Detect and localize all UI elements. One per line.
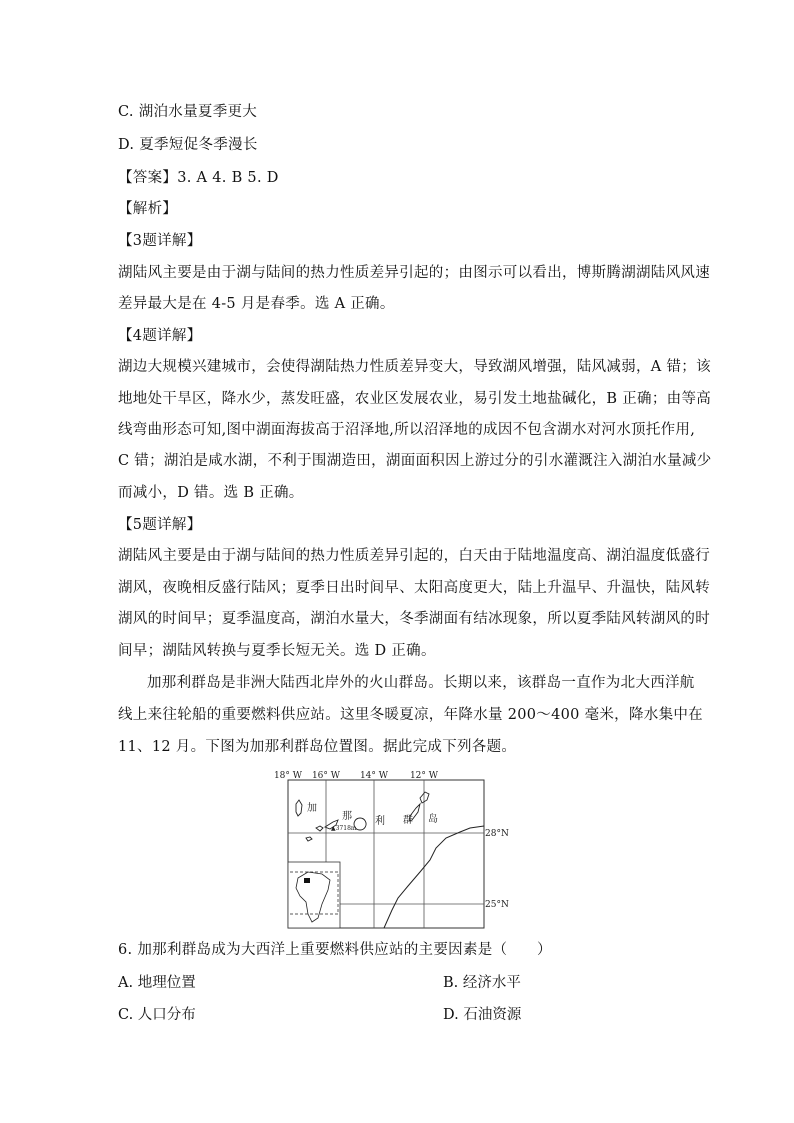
analysis-heading: 【解析】: [118, 201, 178, 217]
intro-line: 11、12 月。下图为加那利群岛位置图。据此完成下列各题。: [118, 739, 517, 755]
q3-heading: 【3题详解】: [118, 233, 202, 249]
intro-line: 线上来往轮船的重要燃料供应站。这里冬暖夏凉，年降水量 200～400 毫米，降水集中在: [118, 707, 703, 723]
coastline: [384, 826, 484, 928]
lat-label: 25°N: [485, 900, 509, 910]
q6-stem: 6. 加那利群岛成为大西洋上重要燃料供应站的主要因素是（ ）: [118, 942, 552, 958]
lat-label: 28°N: [485, 829, 509, 839]
q4-line: C 错；湖泊是咸水湖，不利于围湖造田，湖面面积因上游过分的引水灌溉注入湖泊水量减少: [118, 453, 712, 469]
island-la-gomera: [316, 826, 323, 831]
q4-line: 线弯曲形态可知,图中湖面海拔高于沼泽地,所以沼泽地的成因不包含湖水对河水顶托作用,: [118, 422, 696, 438]
q5-heading: 【5题详解】: [118, 517, 202, 533]
inset-marker: [304, 878, 310, 883]
intro-line: 加那利群岛是非洲大陆西北岸外的火山群岛。长期以来，该群岛一直作为北大西洋航: [147, 675, 695, 691]
q6-option-c[interactable]: C. 人口分布: [118, 1007, 196, 1023]
canary-islands-map: [270, 768, 509, 930]
map-name-char: 群: [403, 815, 413, 826]
lon-label: 12° W: [409, 771, 439, 781]
q6-option-b[interactable]: B. 经济水平: [443, 975, 521, 991]
q6-option-d[interactable]: D. 石油资源: [443, 1007, 522, 1023]
q5-line: 湖风的时间早；夏季温度高，湖泊水量大，冬季湖面有结冰现象，所以夏季陆风转湖风的时: [118, 611, 710, 627]
island-lanzarote: [420, 792, 429, 803]
lon-label: 16° W: [311, 771, 341, 781]
q4-line: 地地处干旱区，降水少，蒸发旺盛，农业区发展农业，易引发土地盐碱化，B 正确；由等高: [118, 391, 712, 407]
map-name-char: 那: [342, 811, 352, 822]
q4-line: 湖边大规模兴建城市，会使得湖陆热力性质差异变大，导致湖风增强，陆风减弱，A 错；该: [118, 359, 711, 375]
island-hierro: [306, 837, 312, 841]
q5-line: 湖陆风主要是由于湖与陆间的热力性质差异引起的，白天由于陆地温度高、湖泊温度低盛行: [118, 548, 710, 564]
prev-option-d: D. 夏季短促冬季漫长: [118, 137, 258, 153]
island-la-palma: [296, 800, 302, 816]
map-name-char: 利: [375, 816, 385, 827]
q5-line: 湖风，夜晚相反盛行陆风；夏季日出时间早、太阳高度更大，陆上升温早、升温快，陆风转: [118, 580, 710, 596]
answer-line: 【答案】3. A 4. B 5. D: [118, 170, 279, 186]
peak-label: ▲3718m: [331, 825, 357, 832]
q4-heading: 【4题详解】: [118, 328, 202, 344]
island-gran-canaria: [354, 818, 366, 830]
prev-option-c: C. 湖泊水量夏季更大: [118, 104, 258, 120]
q6-option-a[interactable]: A. 地理位置: [118, 975, 196, 991]
q3-line: 湖陆风主要是由于湖与陆间的热力性质差异引起的；由图示可以看出，博斯腾湖湖陆风风速: [118, 265, 710, 281]
lon-label: 14° W: [359, 771, 389, 781]
q3-line: 差异最大是在 4-5 月是春季。选 A 正确。: [118, 296, 395, 312]
q4-line: 而减小，D 错。选 B 正确。: [118, 485, 304, 501]
map-name-char: 岛: [428, 814, 438, 825]
map-name-char: 加: [307, 803, 317, 814]
lon-label: 18° W: [273, 771, 303, 781]
q5-line: 间早；湖陆风转换与夏季长短无关。选 D 正确。: [118, 643, 436, 659]
